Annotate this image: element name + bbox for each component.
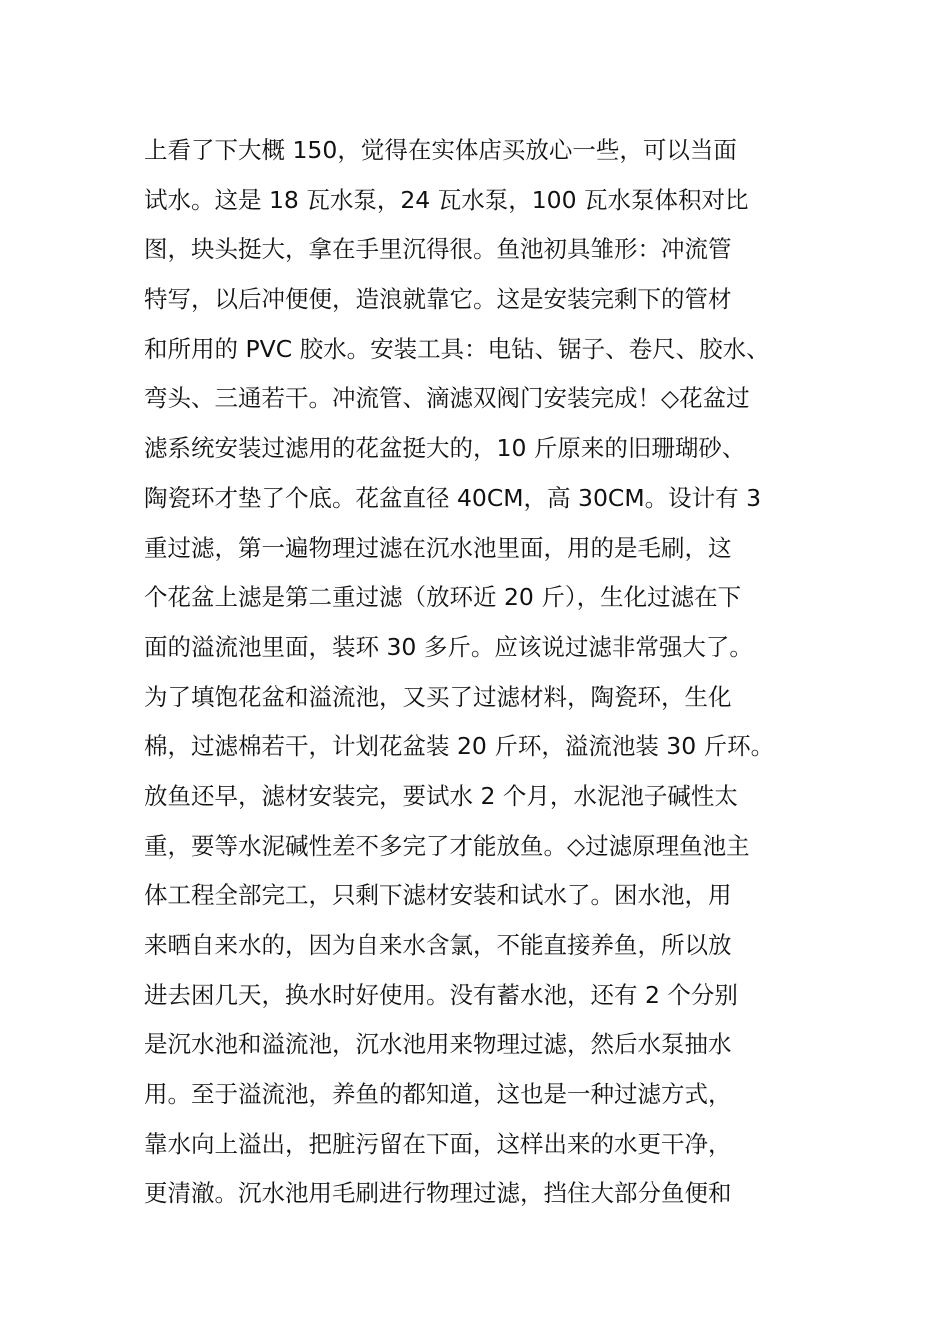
text-line-13: 棉，过滤棉若干，计划花盆装 20 斤环，溢流池装 30 斤环。	[144, 732, 775, 761]
text-line-22: 更清澈。沉水池用毛刷进行物理过滤，挡住大部分鱼便和	[144, 1179, 732, 1208]
text-line-21: 靠水向上溢出，把脏污留在下面，这样出来的水更干净，	[144, 1129, 732, 1158]
text-line-6: 弯头、三通若干。冲流管、滴滤双阀门安装完成！◇花盆过	[144, 384, 750, 413]
text-line-20: 用。至于溢流池，养鱼的都知道，这也是一种过滤方式，	[144, 1080, 732, 1109]
text-line-10: 个花盆上滤是第二重过滤（放环近 20 斤），生化过滤在下	[144, 583, 742, 612]
text-line-11: 面的溢流池里面，装环 30 多斤。应该说过滤非常强大了。	[144, 632, 753, 661]
text-line-9: 重过滤，第一遍物理过滤在沉水池里面，用的是毛刷，这	[144, 533, 732, 562]
text-line-12: 为了填饱花盆和溢流池，又买了过滤材料，陶瓷环，生化	[144, 682, 732, 711]
text-line-1: 上看了下大概 150，觉得在实体店买放心一些，可以当面	[144, 136, 737, 164]
text-line-16: 体工程全部完工，只剩下滤材安装和试水了。困水池，用	[144, 881, 732, 910]
text-line-3: 图，块头挺大，拿在手里沉得很。鱼池初具雏形：冲流管	[144, 235, 732, 264]
text-line-2: 试水。这是 18 瓦水泵，24 瓦水泵，100 瓦水泵体积对比	[144, 185, 749, 214]
text-line-4: 特写，以后冲便便，造浪就靠它。这是安装完剩下的管材	[144, 285, 732, 314]
text-line-19: 是沉水池和溢流池，沉水池用来物理过滤，然后水泵抽水	[144, 1030, 732, 1059]
text-line-7: 滤系统安装过滤用的花盆挺大的，10 斤原来的旧珊瑚砂、	[144, 434, 746, 463]
body-text	[144, 126, 824, 1219]
text-line-5: 和所用的 PVC 胶水。安装工具：电钻、锯子、卷尺、胶水、	[144, 334, 770, 363]
text-line-17: 来晒自来水的，因为自来水含氯，不能直接养鱼，所以放	[144, 931, 732, 959]
text-line-14: 放鱼还早，滤材安装完，要试水 2 个月，水泥池子碱性太	[144, 781, 738, 810]
text-line-18: 进去困几天，换水时好使用。没有蓄水池，还有 2 个分别	[144, 980, 738, 1009]
text-line-15: 重，要等水泥碱性差不多完了才能放鱼。◇过滤原理鱼池主	[144, 831, 750, 860]
text-line-8: 陶瓷环才垫了个底。花盆直径 40CM，高 30CM。设计有 3	[144, 483, 762, 512]
